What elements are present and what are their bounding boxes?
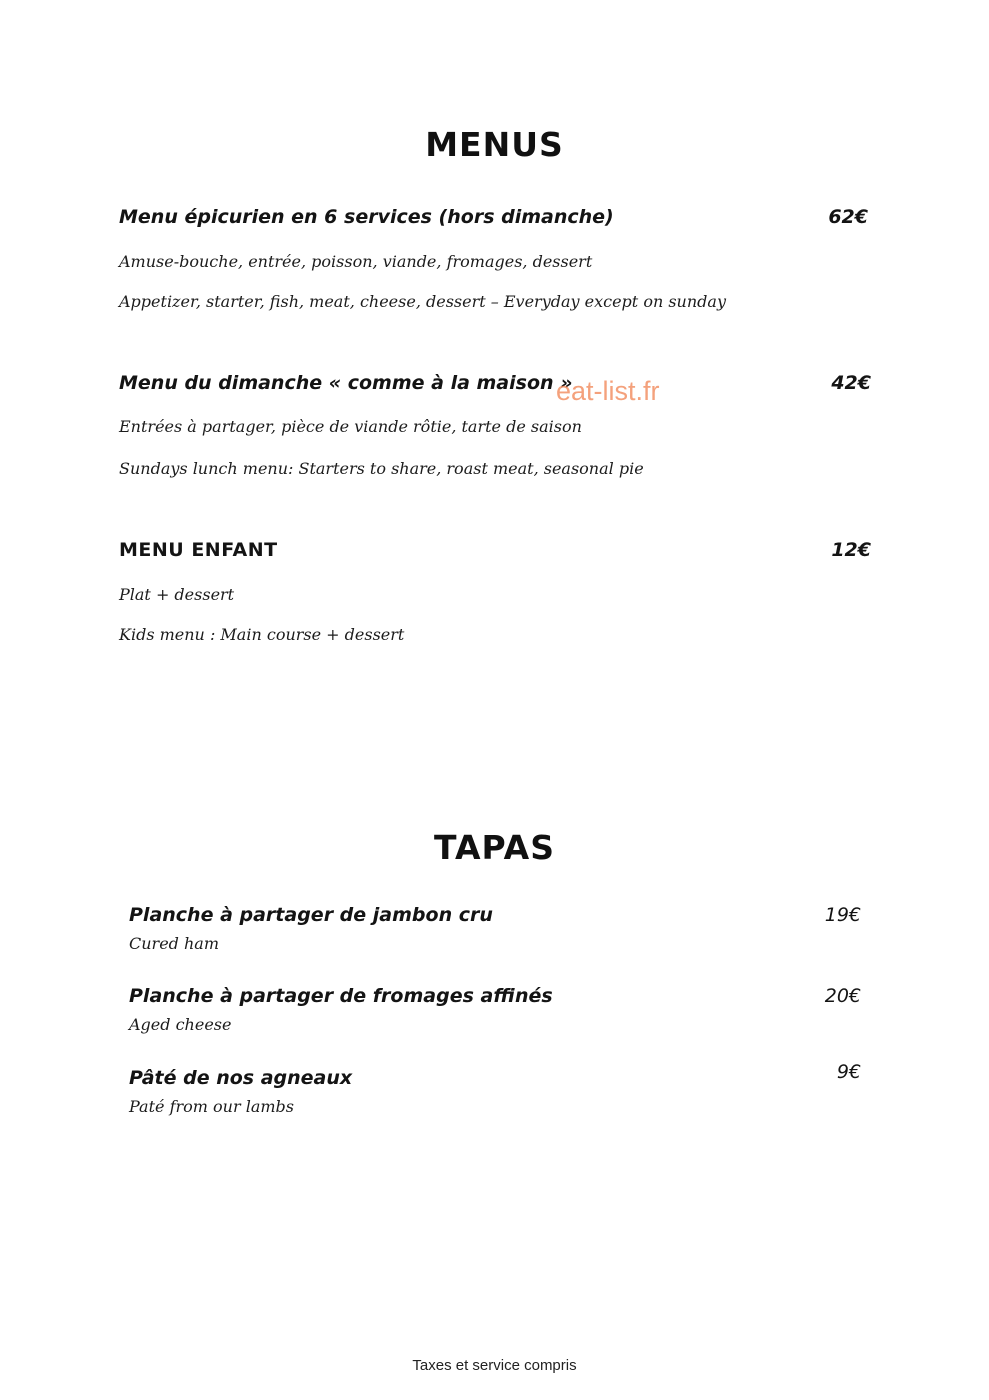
tapas-pate-price: 9€ bbox=[836, 1061, 861, 1083]
footer-note: Taxes et service compris bbox=[412, 1357, 577, 1374]
menus-heading: MENUS bbox=[425, 125, 564, 164]
tapas-jambon-title: Planche à partager de jambon cru bbox=[129, 904, 493, 926]
tapas-pate-title: Pâté de nos agneaux bbox=[129, 1067, 353, 1089]
menu-epicurien-price: 62€ bbox=[828, 206, 868, 228]
tapas-fromages-price: 20€ bbox=[824, 985, 861, 1007]
tapas-pate-subtitle: Paté from our lambs bbox=[129, 1097, 294, 1116]
tapas-jambon-subtitle: Cured ham bbox=[129, 934, 220, 953]
menu-enfant-price: 12€ bbox=[831, 539, 871, 561]
tapas-fromages-title: Planche à partager de fromages affinés bbox=[129, 985, 553, 1007]
tapas-fromages-subtitle: Aged cheese bbox=[129, 1015, 232, 1034]
menu-epicurien-desc-fr: Amuse-bouche, entrée, poisson, viande, fromages, dessert bbox=[119, 252, 593, 271]
menu-enfant-desc-fr: Plat + dessert bbox=[119, 585, 235, 604]
menu-enfant-title: MENU ENFANT bbox=[119, 539, 278, 561]
menu-dimanche-title: Menu du dimanche « comme à la maison » bbox=[119, 372, 573, 394]
menu-dimanche-price: 42€ bbox=[831, 372, 871, 394]
menu-dimanche-desc-fr: Entrées à partager, pièce de viande rôtie, tarte de saison bbox=[119, 417, 582, 436]
tapas-jambon-price: 19€ bbox=[824, 904, 861, 926]
menu-epicurien-title: Menu épicurien en 6 services (hors dimanche) bbox=[119, 206, 614, 228]
menu-enfant-desc-en: Kids menu : Main course + dessert bbox=[119, 625, 405, 644]
menu-epicurien-desc-en: Appetizer, starter, fish, meat, cheese, dessert – Everyday except on sunday bbox=[119, 292, 726, 311]
tapas-heading: TAPAS bbox=[434, 828, 555, 867]
watermark-logo: eat-list.fr bbox=[556, 376, 660, 406]
menu-dimanche-desc-en: Sundays lunch menu: Starters to share, roast meat, seasonal pie bbox=[119, 459, 644, 478]
